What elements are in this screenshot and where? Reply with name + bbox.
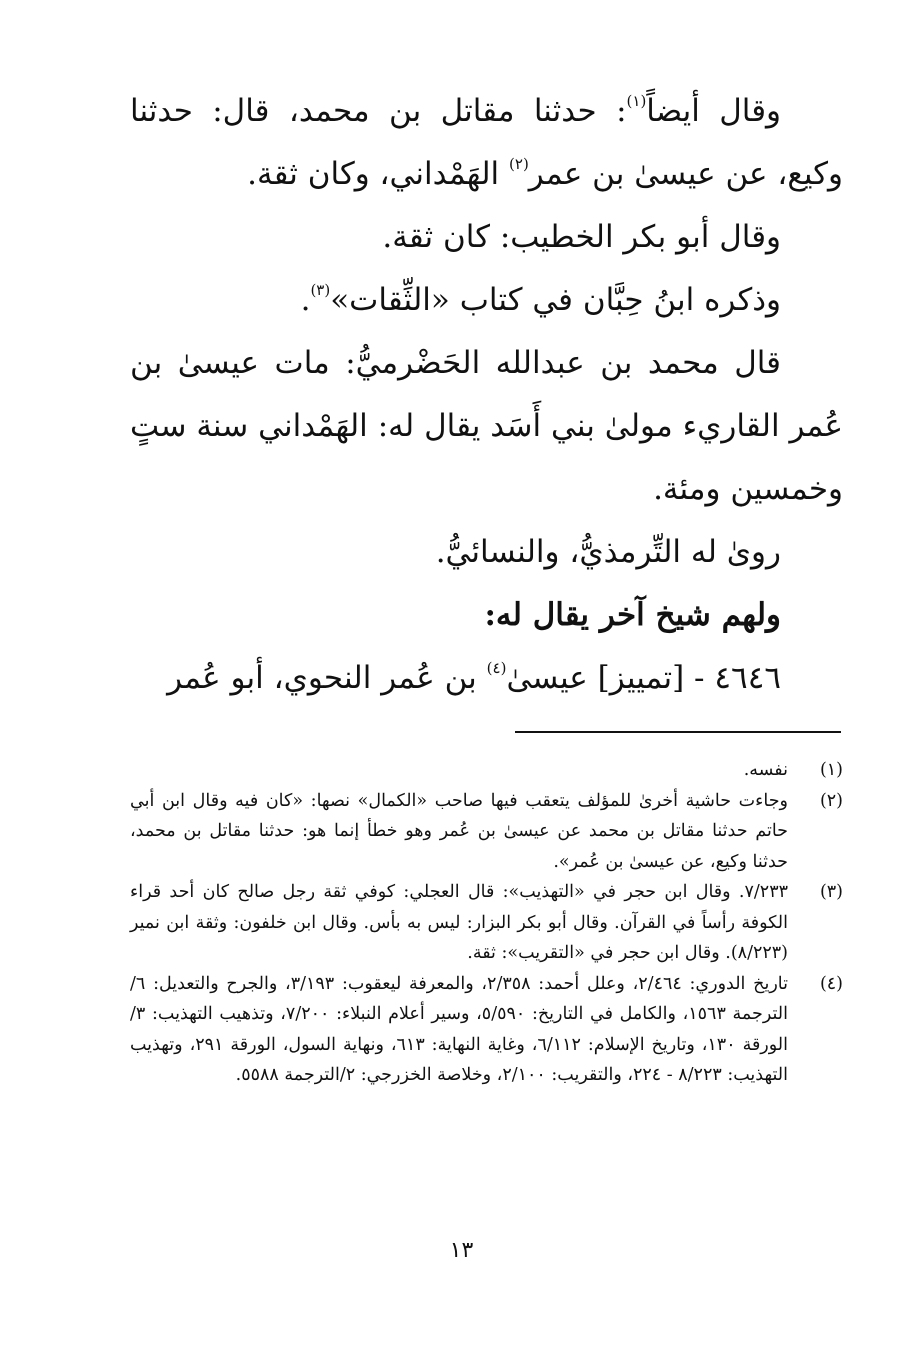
paragraph-3: وذكره ابنُ حِبَّان في كتاب «الثِّقات»$^{(٣)}$. (300, 280, 781, 318)
footnote-ref-2[interactable]: (٢) (509, 154, 529, 173)
footnote-number: (٣) (819, 882, 843, 902)
footnote-text: تاريخ الدوري: ٢/٤٦٤، وعلل أحمد: ٢/٣٥٨، والمعرفة ليعقوب: ٣/١٩٣، والجرح والتعديل: ٦/الترجمة ١٥٦٣، والكامل في التاريخ: ٥/٥٩٠، وسير أعلام النبلاء: ٧/٢٠٠، وتذهيب التهذيب: ٣/الورقة ١٣٠، وتاريخ الإسلام: ٦/١١٢، وغاية النهاية: ٦١٣، ونهاية السول، الورقة ٢٩١، وتهذيب التهذيب: ٨/٢٢٣ - ٢٢٤، والتقريب: ٢/١٠٠، وخلاصة الخزرجي: ٢/الترجمة ٥٥٨٨. (130, 973, 788, 1085)
footnote-ref-4[interactable]: (٤) (486, 658, 507, 677)
footnote-text: ٧/٢٣٣. وقال ابن حجر في «التهذيب»: قال العجلي: كوفي ثقة رجل صالح كان أحد قراء الكوفة رأساً في القرآن. وقال أبو بكر البزار: ليس به بأس. وقال ابن خلفون: وثقة ابن نمير (٨/٢٢٣). وقال ابن حجر في «التقريب»: ثقة. (130, 882, 788, 963)
footnote-1 (130, 755, 843, 786)
entry-heading: ٤٦٤٦ - [تمييز] عيسىٰ$^{(٤)}$ بن عُمر النحوي، أبو عُمر (167, 658, 781, 696)
section-heading: ولهم شيخ آخر يقال له: (484, 597, 781, 633)
footnote-text: نفسه. (743, 760, 788, 780)
main-text (130, 80, 843, 710)
page-number: ١٣ (449, 1238, 474, 1263)
footnote-number: (٢) (819, 790, 843, 811)
footnote-text: وجاءت حاشية أخرىٰ للمؤلف يتعقب فيها صاحب «الكمال» نصها: «كان فيه وقال ابن أبي حاتم حدثنا مقاتل بن محمد عن عيسىٰ بن عُمر وهو خطأ إنما هو: حدثنا مقاتل بن محمد، حدثنا وكيع، عن عيسىٰ بن عُمر». (130, 790, 788, 872)
footnote-2 (130, 786, 843, 878)
footnote-number: (٤) (819, 973, 843, 994)
footnote-ref-1[interactable]: (١) (626, 91, 647, 110)
paragraph-4: قال محمد بن عبدالله الحَضْرميُّ: مات عيسىٰ بن عُمر القاريء مولىٰ بني أَسَد يقال له: الهَمْداني سنة ستٍ وخمسين ومئة. (130, 345, 843, 507)
footnotes (130, 755, 843, 1091)
footnote-number: (١) (819, 760, 843, 780)
paragraph-2: وقال أبو بكر الخطيب: كان ثقة. (382, 219, 781, 255)
footnote-separator (515, 731, 841, 733)
paragraph-1: وقال أيضاً$^{(١)}$: حدثنا مقاتل بن محمد، قال: حدثنا وكيع، عن عيسىٰ بن عمر$^{(٢)}$ الهَمْداني، وكان ثقة. (130, 91, 843, 192)
footnote-ref-3[interactable]: (٣) (310, 280, 331, 299)
footnote-3 (130, 877, 843, 969)
footnote-4 (130, 969, 843, 1091)
paragraph-5: روىٰ له التِّرمذيُّ، والنسائيُّ. (435, 534, 781, 570)
